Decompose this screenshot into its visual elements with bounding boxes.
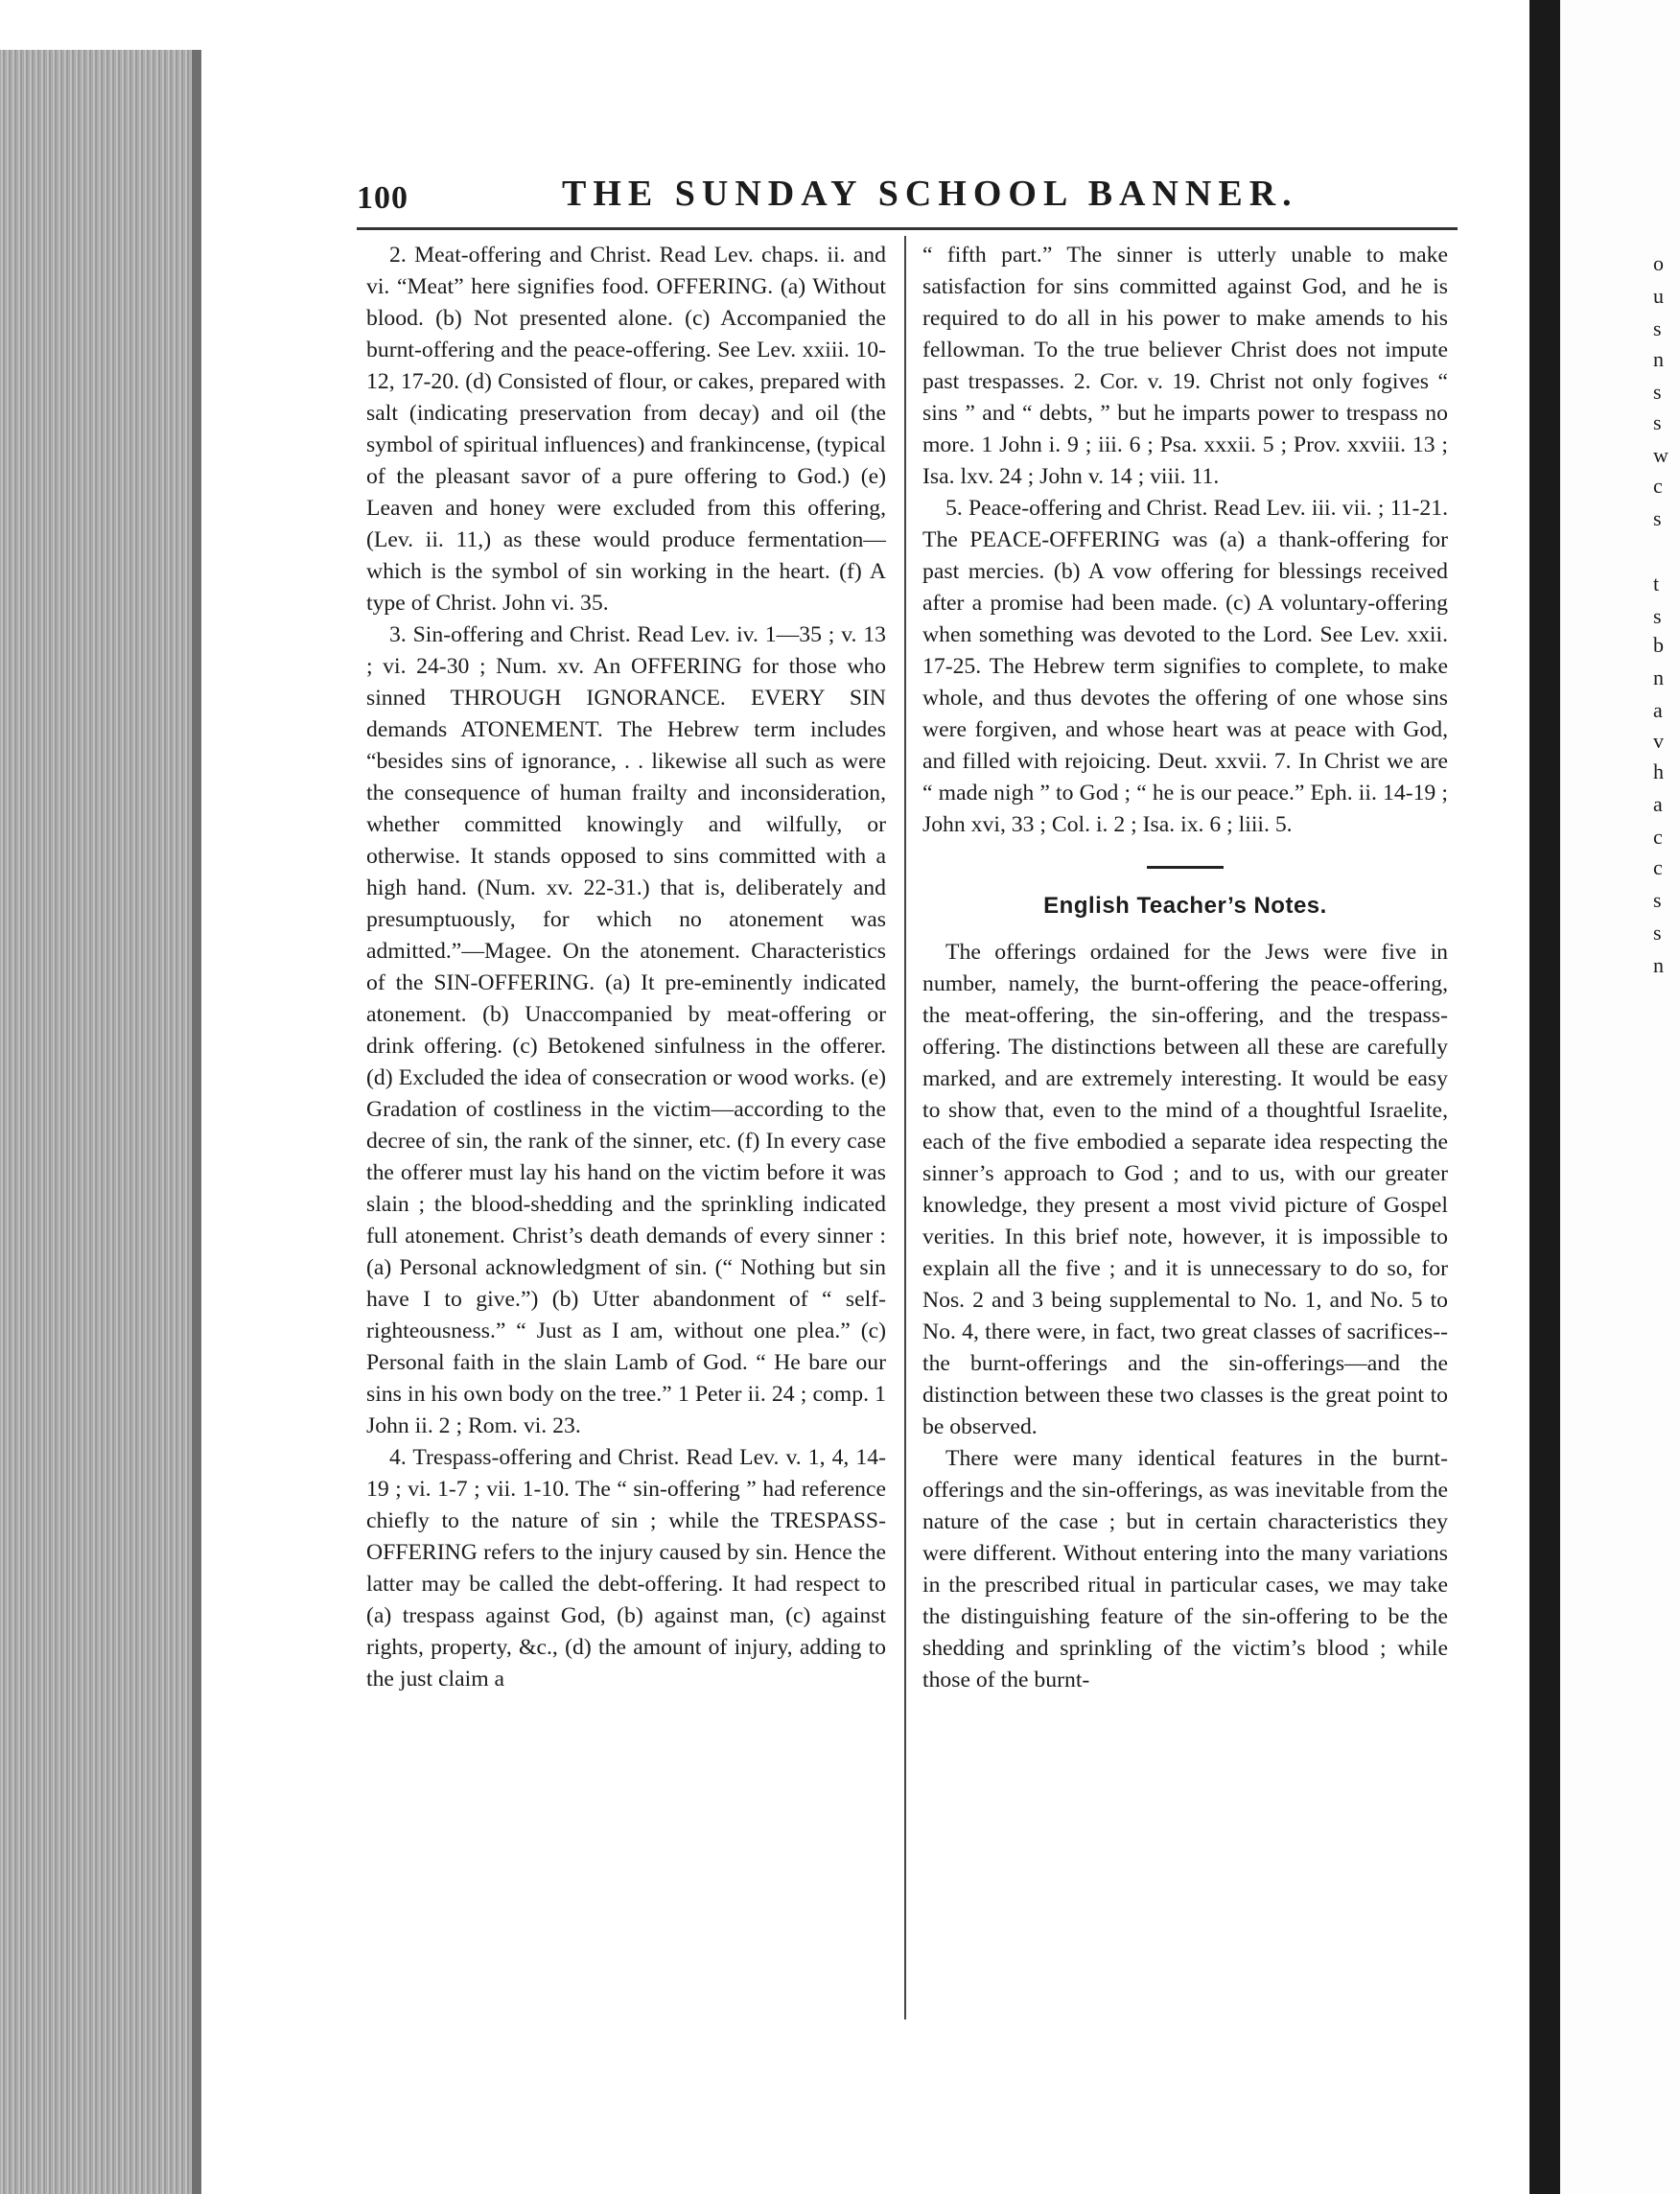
adjacent-page-letter: s [1653, 506, 1662, 530]
adjacent-page-letter: c [1653, 474, 1663, 498]
page-number: 100 [357, 180, 408, 216]
paragraph-sin-offering: 3. Sin-offering and Christ. Read Lev. iv. 1—35 ; v. 13 ; vi. 24-30 ; Num. xv. An OFFERING for those who sinned THROUGH IGNORANCE. EVERY SIN demands ATONEMENT. The Hebrew term includes “besides sins of ignorance, . . likewise all such as were the consequence of human frailty and inconsideration, whether committed knowingly and wilfully, or otherwise. It stands opposed to sins committed with a high hand. (Num. xv. 22-31.) that is, deliberately and presumptuously, for which no atonement was admitted.”—Magee. On the atonement. Characteristics of the SIN-OFFERING. (a) It pre-eminently indicated atonement. (b) Unaccompanied by meat-offering or drink offering. (c) Betokened sinfulness in the offerer. (d) Excluded the idea of consecration or wood works. (e) Gradation of costliness in the victim—according to the decree of sin, the rank of the sinner, etc. (f) In every case the offerer must lay his hand on the victim before it was slain ; the blood-shedding and the sprinkling indicated full atonement. Christ’s death demands of every sinner : (a) Personal acknowledgment of sin. (“ Nothing but sin have I to give.”) (b) Utter abandonment of “ self-righteousness.” “ Just as I am, without one plea.” (c) Personal faith in the slain Lamb of God. “ He bare our sins in his own body on the tree.” 1 Peter ii. 24 ; comp. 1 John ii. 2 ; Rom. vi. 23. [366, 622, 886, 1438]
adjacent-page-letter: b [1653, 633, 1664, 657]
section-heading: English Teacher’s Notes. [1043, 893, 1327, 919]
adjacent-page-letter: s [1653, 410, 1662, 434]
adjacent-page-letter: n [1653, 665, 1664, 689]
adjacent-page-letter: c [1653, 855, 1663, 879]
column-divider [904, 236, 906, 2019]
running-head: THE SUNDAY SCHOOL BANNER. [562, 174, 1298, 214]
adjacent-page-letter: t [1653, 572, 1660, 595]
adjacent-page-letter: w [1653, 443, 1668, 467]
paragraph-peace-offering: 5. Peace-offering and Christ. Read Lev. iii. vii. ; 11-21. The PEACE-OFFERING was (a) a thank-offering for past mercies. (b) A vow offering for blessings received after a promise had been made. (c) A voluntary-offering when something was devoted to the Lord. See Lev. xxii. 17-25. The Hebrew term signifies to complete, to make whole, and thus devotes the offering of one whose sins were forgiven, and whose heart was at peace with God, and filled with rejoicing. Deut. xxvii. 7. In Christ we are “ made nigh ” to God ; “ he is our peace.” Eph. ii. 14-19 ; John xvi, 33 ; Col. i. 2 ; Isa. ix. 6 ; liii. 5. [922, 496, 1448, 837]
adjacent-page-letter: u [1653, 284, 1664, 308]
paragraph-trespass-offering: 4. Trespass-offering and Christ. Read Lev. v. 1, 4, 14-19 ; vi. 1-7 ; vii. 1-10. The “ sin-offering ” had reference chiefly to the nature of sin ; while the TRESPASS-OFFERING refers to the injury caused by sin. Hence the latter may be called the debt-offering. It had respect to (a) trespass against God, (b) against man, (c) against rights, property, &c., (d) the amount of injury, adding to the just claim a [366, 1445, 886, 1692]
paragraph-meat-offering: 2. Meat-offering and Christ. Read Lev. chaps. ii. and vi. “Meat” here signifies food. OFFERING. (a) Without blood. (b) Not presented alone. (c) Accompanied the burnt-offering and the peace-offering. See Lev. xxiii. 10-12, 17-20. (d) Consisted of flour, or cakes, prepared with salt (indicating preservation from decay) and oil (the symbol of spiritual influences) and frankincense, (typical of the pleasant savor of a pure offering to God.) (e) Leaven and honey were excluded from this offering, (Lev. ii. 11,) as these would produce fermentation—which is the symbol of sin working in the heart. (f) A type of Christ. John vi. 35. [366, 243, 886, 616]
left-column [366, 240, 886, 1695]
adjacent-page-letter: h [1653, 759, 1664, 783]
adjacent-page-letter: c [1653, 825, 1663, 849]
adjacent-page-letter: n [1653, 953, 1664, 977]
book-binding-edge [0, 50, 201, 2194]
adjacent-page-letter: s [1653, 921, 1662, 945]
header-rule [357, 227, 1458, 230]
adjacent-page-letter: s [1653, 316, 1662, 340]
adjacent-page-letter: v [1653, 729, 1664, 753]
adjacent-page-letter: s [1653, 888, 1662, 912]
teacher-notes-paragraph-2: There were many identical features in the burnt-offerings and the sin-offerings, as was inevitable from the nature of the case ; but in certain characteristics they were different. Without entering into the many variations in the prescribed ritual in particular cases, we may take the distinguishing feature of the sin-offering to be the shedding and sprinkling of the victim’s blood ; while those of the burnt- [922, 1446, 1448, 1692]
right-column [922, 240, 1448, 1696]
adjacent-page-letter: o [1653, 251, 1664, 275]
page-gutter [1529, 0, 1560, 2194]
teacher-notes-paragraph-1: The offerings ordained for the Jews were five in number, namely, the burnt-offering the peace-offering, the meat-offering, the sin-offering, and the trespass-offering. The distinctions between all these are carefully marked, and are extremely interesting. It would be easy to show that, even to the mind of a thoughtful Israelite, each of the five embodied a separate idea respecting the sinner’s approach to God ; and to us, with our greater knowledge, they present a most vivid picture of Gospel verities. In this brief note, however, it is impossible to explain all the five ; and it is unnecessary to do so, for Nos. 2 and 3 being supplemental to No. 1, and No. 5 to No. 4, there were, in fact, two great classes of sacrifices--the burnt-offerings and the sin-offerings—and the distinction between these two classes is the great point to be observed. [922, 940, 1448, 1439]
adjacent-page-letter: n [1653, 347, 1664, 371]
adjacent-page-letter: s [1653, 380, 1662, 404]
adjacent-page-letter: a [1653, 698, 1663, 722]
adjacent-page-letter: a [1653, 792, 1663, 816]
section-separator [1147, 866, 1224, 869]
paragraph-trespass-continued: “ fifth part.” The sinner is utterly unable to make satisfaction for sins committed against God, and he is required to do all in his power to make amends to his fellowman. To the true believer Christ does not impute past trespasses. 2. Cor. v. 19. Christ not only fogives “ sins ” and “ debts, ” but he imparts power to trespass no more. 1 John i. 9 ; iii. 6 ; Psa. xxxii. 5 ; Prov. xxviii. 13 ; Isa. lxv. 24 ; John v. 14 ; viii. 11. [922, 243, 1448, 489]
adjacent-page-letter: s [1653, 604, 1662, 628]
